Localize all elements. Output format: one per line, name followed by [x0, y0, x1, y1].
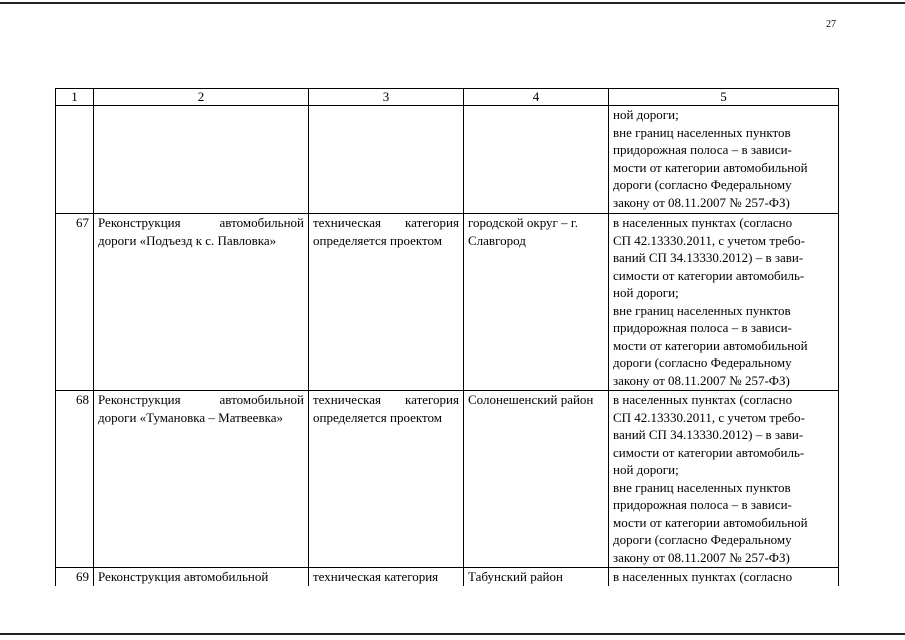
- column-header-1: 1: [56, 89, 94, 106]
- object-location: [464, 106, 609, 214]
- protection-zone: в населенных пунктах (согласно СП 42.13330.2011, с учетом требо- ваний СП 34.13330.2012) – в зави- симости от категории автомобиль- ной дороги; вне границ населенных пунктов придорожная полоса – в зависи- мости от категории автомобильной дороги (согласно Федеральному закону от 08.11.2007 № 257-ФЗ): [609, 214, 839, 391]
- column-header-5: 5: [609, 89, 839, 106]
- object-location: Солонешенский район: [464, 391, 609, 568]
- protection-zone: ной дороги; вне границ населенных пунктов придорожная полоса – в зависи- мости от категории автомобильной дороги (согласно Федеральному закону от 08.11.2007 № 257-ФЗ): [609, 106, 839, 214]
- column-header-2: 2: [94, 89, 309, 106]
- object-name: Реконструкция автомобильной дороги «Тумановка – Матвеевка»: [94, 391, 309, 568]
- row-number: [56, 106, 94, 214]
- object-name: Реконструкция автомобильной дороги «Подъезд к с. Павловка»: [94, 214, 309, 391]
- object-name: [94, 106, 309, 214]
- row-number: 68: [56, 391, 94, 568]
- column-header-3: 3: [309, 89, 464, 106]
- object-location: городской округ – г. Славгород: [464, 214, 609, 391]
- object-category: техническая категория: [309, 568, 464, 586]
- object-location: Табунский район: [464, 568, 609, 586]
- protection-zone: в населенных пунктах (согласно СП 42.13330.2011, с учетом требо- ваний СП 34.13330.2012) – в зави- симости от категории автомобиль- ной дороги; вне границ населенных пунктов придорожная полоса – в зависи- мости от категории автомобильной дороги (согласно Федеральному закону от 08.11.2007 № 257-ФЗ): [609, 391, 839, 568]
- table-row: [56, 214, 839, 391]
- object-category: [309, 106, 464, 214]
- row-number: 67: [56, 214, 94, 391]
- table-header-row: [56, 89, 839, 106]
- table-row-continuation: [56, 106, 839, 214]
- object-name: Реконструкция автомобильной: [94, 568, 309, 586]
- column-header-4: 4: [464, 89, 609, 106]
- top-border-line: [0, 2, 905, 4]
- bottom-border-line: [0, 633, 905, 635]
- row-number: 69: [56, 568, 94, 586]
- object-category: техническая категория определяется проектом: [309, 214, 464, 391]
- page-number: 27: [826, 19, 836, 30]
- protection-zone: в населенных пунктах (согласно: [609, 568, 839, 586]
- object-category: техническая категория определяется проектом: [309, 391, 464, 568]
- table-row: [56, 568, 839, 586]
- infrastructure-table: [55, 88, 839, 586]
- table-row: [56, 391, 839, 568]
